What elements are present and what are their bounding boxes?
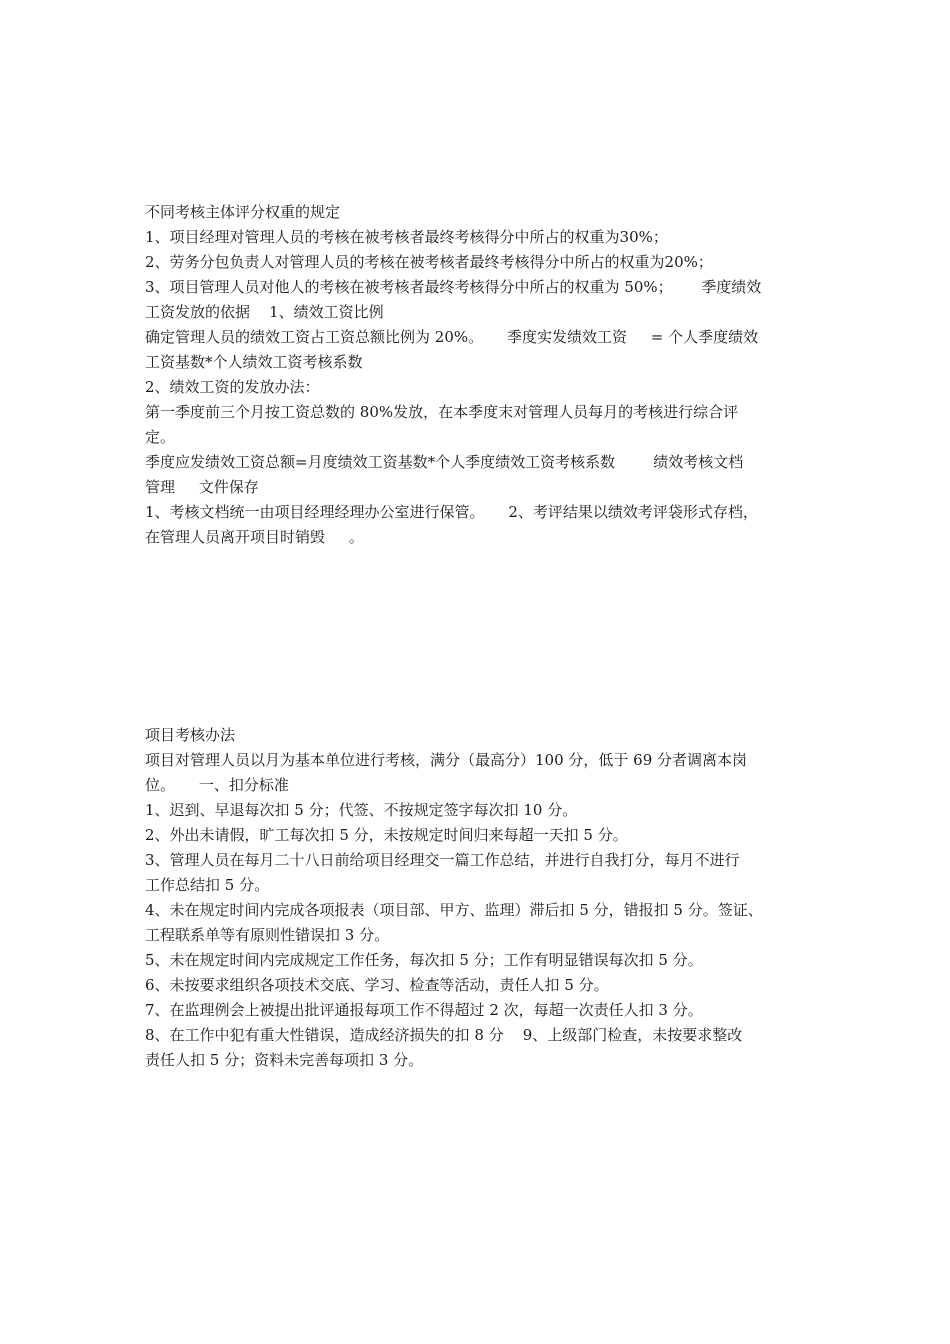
text-line: 1、考核文档统一由项目经理经理办公室进行保管。 2、考评结果以绩效考评袋形式存档， [145,503,758,521]
section-heading: 不同考核主体评分权重的规定 [145,203,341,221]
text-line: 8、在工作中犯有重大性错误，造成经济损失的扣 8 分 9、上级部门检查，未按要求整改 [145,1026,743,1044]
text-line: 5、未在规定时间内完成规定工作任务，每次扣 5 分；工作有明显错误每次扣 5 分。 [145,951,703,969]
text-line: 季度应发绩效工资总额=月度绩效工资基数*个人季度绩效工资考核系数 绩效考核文档 [145,453,744,471]
text-line: 工资基数*个人绩效工资考核系数 [145,353,363,371]
text-line: 工程联系单等有原则性错误扣 3 分。 [145,926,390,944]
text-line: 在管理人员离开项目时销毁 。 [145,528,364,546]
text-line: 3、管理人员在每月二十八日前给项目经理交一篇工作总结，并进行自我打分，每月不进行 [145,851,740,869]
text-line: 第一季度前三个月按工资总数的 80%发放，在本季度末对管理人员每月的考核进行综合评 [145,403,739,421]
text-line: 定。 [145,428,176,446]
weighting-rules-section [145,200,813,550]
text-line: 项目对管理人员以月为基本单位进行考核，满分（最高分）100 分，低于 69 分者调离本岗 [145,751,748,769]
text-line: 3、项目管理人员对他人的考核在被考核者最终考核得分中所占的权重为 50%； 季度绩效 [145,278,762,296]
text-line: 4、未在规定时间内完成各项报表（项目部、甲方、监理）滞后扣 5 分，错报扣 5 分。签证、 [145,901,763,919]
text-line: 2、劳务分包负责人对管理人员的考核在被考核者最终考核得分中所占的权重为20%； [145,253,713,271]
text-line: 2、外出未请假，旷工每次扣 5 分，未按规定时间归来每超一天扣 5 分。 [145,826,628,844]
text-line: 工资发放的依据 1、绩效工资比例 [145,303,384,321]
text-line: 位。 一、扣分标准 [145,776,289,794]
assessment-method-section [145,723,813,1073]
section-heading: 项目考核办法 [145,726,236,744]
text-line: 6、未按要求组织各项技术交底、学习、检查等活动，责任人扣 5 分。 [145,976,609,994]
text-line: 工作总结扣 5 分。 [145,876,270,894]
text-line: 7、在监理例会上被提出批评通报每项工作不得超过 2 次，每超一次责任人扣 3 分。 [145,1001,703,1019]
text-line: 1、迟到、早退每次扣 5 分；代签、不按规定签字每次扣 10 分。 [145,801,578,819]
text-line: 2、绩效工资的发放办法： [145,378,320,396]
text-line: 责任人扣 5 分；资料未完善每项扣 3 分。 [145,1051,424,1069]
text-line: 确定管理人员的绩效工资占工资总额比例为 20%。 季度实发绩效工资 = 个人季度绩效 [145,328,759,346]
text-line: 1、项目经理对管理人员的考核在被考核者最终考核得分中所占的权重为30%； [145,228,668,246]
text-line: 管理 文件保存 [145,478,259,496]
